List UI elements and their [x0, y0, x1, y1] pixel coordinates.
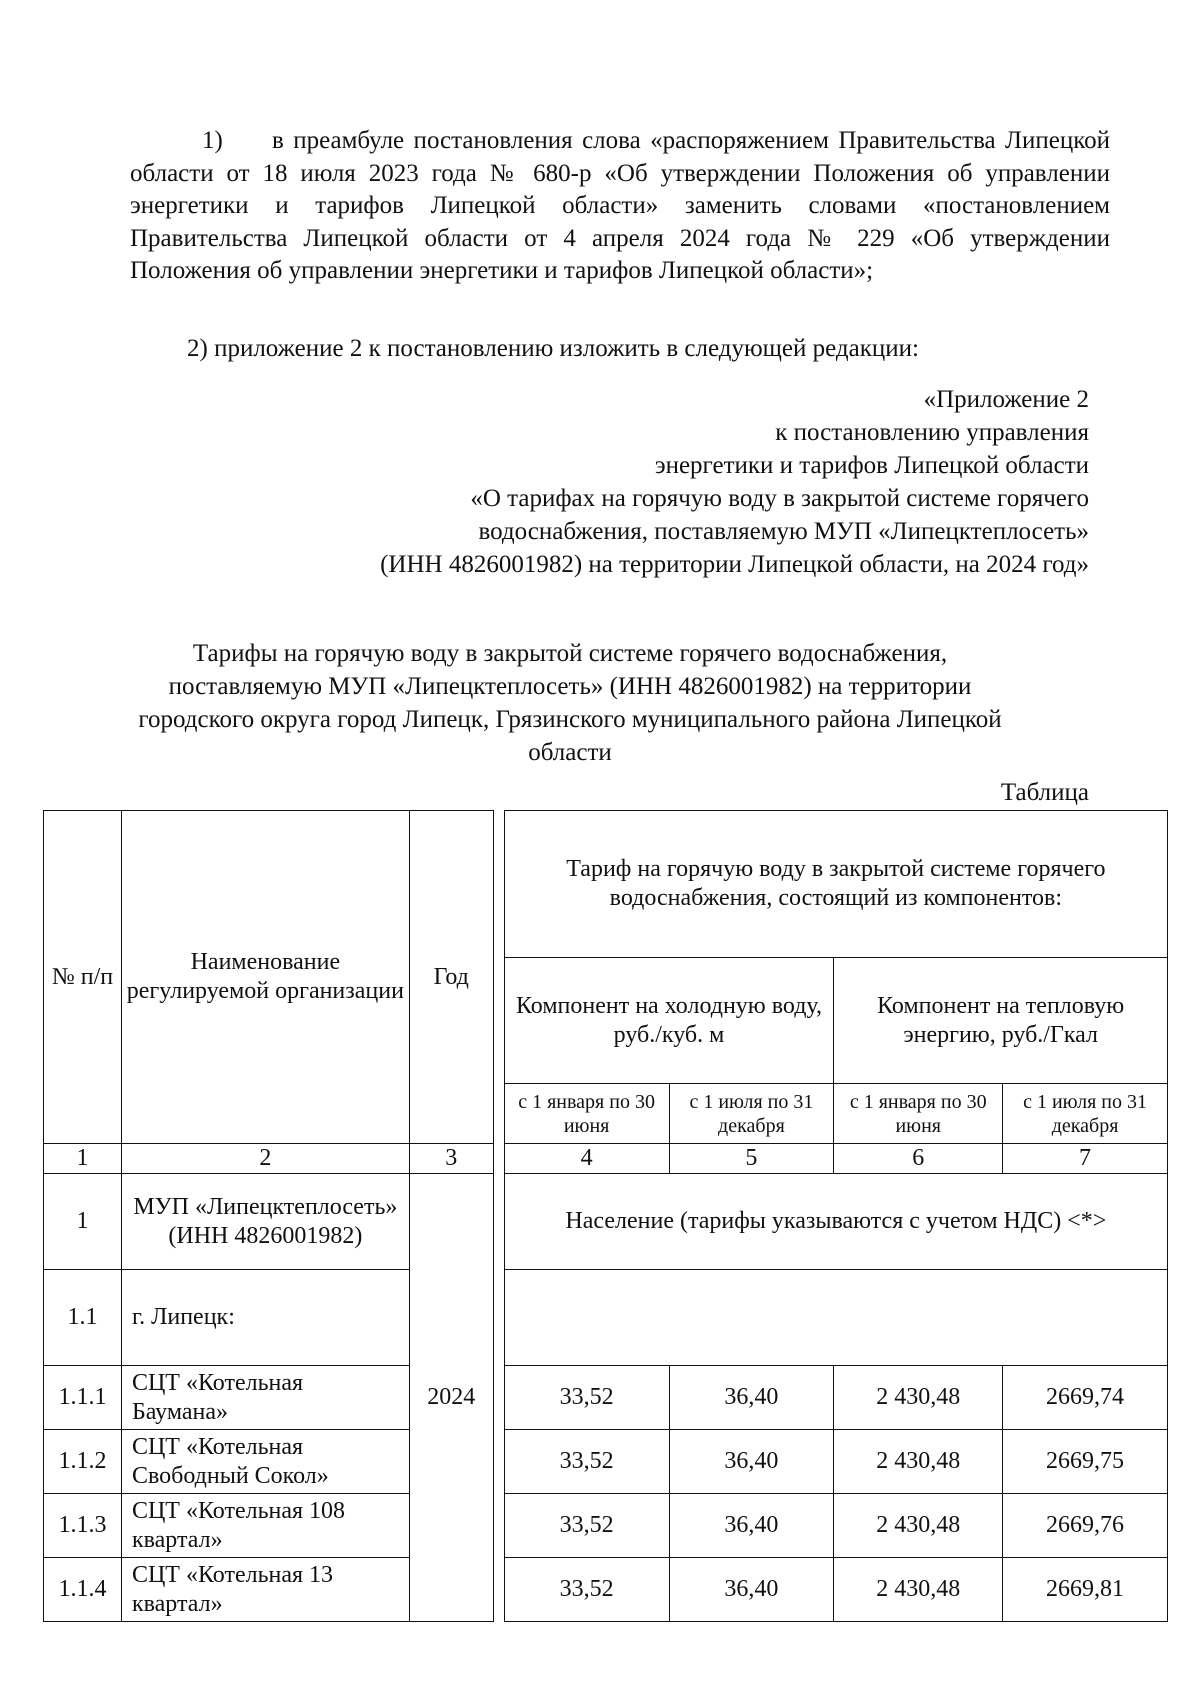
row-value-6: 2 430,48 — [834, 1494, 1003, 1558]
title-line-4: области — [528, 739, 612, 766]
header-period-3: с 1 января по 30 июня — [834, 1084, 1003, 1144]
row-num: 1.1.3 — [44, 1494, 122, 1558]
row-name: СЦТ «Котельная Свободный Сокол» — [121, 1430, 409, 1494]
paragraph-2: 2) приложение 2 к постановлению изложить в следующей редакции: — [187, 335, 919, 362]
table-row — [44, 1366, 1168, 1430]
tariff-table — [43, 810, 1168, 1622]
column-numbers-row — [44, 1144, 1168, 1174]
city-empty-cell — [504, 1270, 1167, 1366]
title-line-3: городского округа город Липецк, Грязинского муниципального района Липецкой — [138, 706, 1002, 733]
table-title — [60, 637, 1080, 769]
row-value-6: 2 430,48 — [834, 1430, 1003, 1494]
row-value-5: 36,40 — [669, 1558, 834, 1622]
row-name: СЦТ «Котельная 108 квартал» — [121, 1494, 409, 1558]
table-row — [44, 1558, 1168, 1622]
col-number-3: 3 — [409, 1144, 493, 1174]
col-number-2: 2 — [121, 1144, 409, 1174]
appendix-line-1: «Приложение 2 — [923, 386, 1089, 413]
row-value-5: 36,40 — [669, 1494, 834, 1558]
row-value-7: 2669,76 — [1003, 1494, 1168, 1558]
row-num: 1.1.4 — [44, 1558, 122, 1622]
appendix-line-5: водоснабжения, поставляемую МУП «Липецктеплосеть» — [478, 518, 1089, 545]
table-row — [44, 1494, 1168, 1558]
col-number-gap — [493, 1144, 504, 1174]
row-value-4: 33,52 — [504, 1430, 669, 1494]
city-num: 1.1 — [44, 1270, 122, 1366]
row-value-5: 36,40 — [669, 1430, 834, 1494]
city-row — [44, 1270, 1168, 1366]
table-row — [44, 1430, 1168, 1494]
row-value-7: 2669,81 — [1003, 1558, 1168, 1622]
paragraph-1 — [130, 125, 1110, 288]
table-label: Таблица — [1000, 779, 1089, 806]
row-name: СЦТ «Котельная 13 квартал» — [121, 1558, 409, 1622]
year-cell: 2024 — [409, 1174, 493, 1622]
org-name: МУП «Липецктеплосеть» (ИНН 4826001982) — [121, 1174, 409, 1270]
header-num: № п/п — [44, 811, 122, 1144]
appendix-line-6: (ИНН 4826001982) на территории Липецкой области, на 2024 год» — [380, 551, 1089, 578]
header-gap — [493, 811, 504, 1144]
header-cold: Компонент на холодную воду, руб./куб. м — [504, 958, 834, 1084]
appendix-line-2: к постановлению управления — [775, 419, 1089, 446]
row-num: 1.1.1 — [44, 1366, 122, 1430]
col-number-6: 6 — [834, 1144, 1003, 1174]
paragraph-1-number: 1) — [202, 127, 223, 154]
row-name: СЦТ «Котельная Баумана» — [121, 1366, 409, 1430]
row-value-7: 2669,75 — [1003, 1430, 1168, 1494]
row-value-7: 2669,74 — [1003, 1366, 1168, 1430]
row-value-4: 33,52 — [504, 1558, 669, 1622]
header-tariff: Тариф на горячую воду в закрытой системе горячего водоснабжения, состоящий из компонентов: — [504, 811, 1167, 958]
header-heat: Компонент на тепловую энергию, руб./Гкал — [834, 958, 1168, 1084]
col-number-7: 7 — [1003, 1144, 1168, 1174]
row-value-6: 2 430,48 — [834, 1558, 1003, 1622]
title-line-1: Тарифы на горячую воду в закрытой системе горячего водоснабжения, — [192, 640, 948, 667]
header-period-4: с 1 июля по 31 декабря — [1003, 1084, 1168, 1144]
city-name: г. Липецк: — [121, 1270, 409, 1366]
header-period-1: с 1 января по 30 июня — [504, 1084, 669, 1144]
header-year: Год — [409, 811, 493, 1144]
org-row — [44, 1174, 1168, 1270]
header-period-2: с 1 июля по 31 декабря — [669, 1084, 834, 1144]
col-number-1: 1 — [44, 1144, 122, 1174]
row-num: 1.1.2 — [44, 1430, 122, 1494]
appendix-line-4: «О тарифах на горячую воду в закрытой системе горячего — [470, 485, 1089, 512]
row-value-4: 33,52 — [504, 1366, 669, 1430]
col-number-4: 4 — [504, 1144, 669, 1174]
header-row-1 — [44, 811, 1168, 958]
row-value-5: 36,40 — [669, 1366, 834, 1430]
org-num: 1 — [44, 1174, 122, 1270]
paragraph-1-text: в преамбуле постановления слова «распоряжением Правительства Липецкой области от 18 июля 2023 года № 680-р «Об утверждении Положения об управлении энергетики и тарифов Липецкой области» заменить словами «постановлением Правительства Липецкой области от 4 апреля 2024 года № 229 «Об утверждении Положения об управлении энергетики и тарифов Липецкой области»; — [130, 127, 1110, 284]
appendix-line-3: энергетики и тарифов Липецкой области — [654, 452, 1089, 479]
title-line-2: поставляемую МУП «Липецктеплосеть» (ИНН 4826001982) на территории — [168, 673, 972, 700]
population-note: Население (тарифы указываются с учетом НДС) <*> — [504, 1174, 1167, 1270]
row-value-4: 33,52 — [504, 1494, 669, 1558]
appendix-header — [380, 383, 1089, 581]
row-value-6: 2 430,48 — [834, 1366, 1003, 1430]
header-org: Наименование регулируемой организации — [121, 811, 409, 1144]
col-number-5: 5 — [669, 1144, 834, 1174]
body-gap — [493, 1174, 504, 1622]
